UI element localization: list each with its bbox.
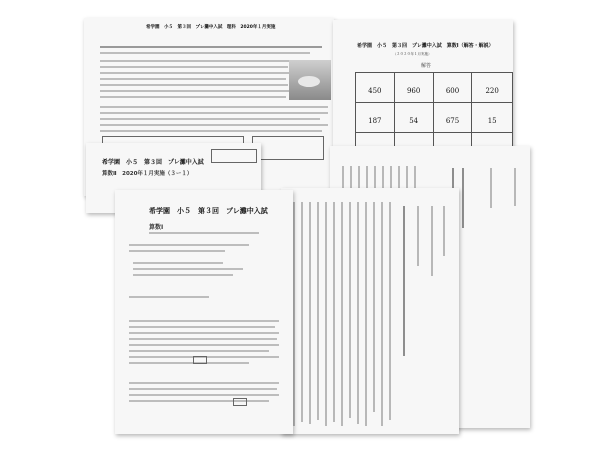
answer-cell: 54	[394, 110, 433, 133]
math-i-answer-box	[233, 398, 247, 406]
science-sheet-title: 希学園 小５ 第３回 プレ灘中入試 理科 2020年１月実施	[146, 25, 276, 30]
math-i-sheet	[115, 190, 293, 434]
answer-sheet-title: 希学園 小５ 第３回 プレ灘中入試 算数Ⅰ（解答・解説）	[357, 43, 494, 49]
answer-cell: 450	[356, 80, 395, 103]
science-answer-box	[252, 136, 324, 160]
math-i-subtitle: 算数Ⅰ	[149, 224, 164, 231]
answer-cell: 15	[472, 110, 513, 133]
math-ii-subtitle: 算数Ⅱ 2020年１月実施（３ー１）	[102, 171, 193, 177]
math-i-title: 希学園 小５ 第３回 プレ灘中入試	[149, 207, 268, 215]
answer-cell: 600	[433, 80, 472, 103]
math-i-answer-box	[193, 356, 207, 364]
answer-cell: 220	[472, 80, 513, 103]
math-ii-score-box	[211, 149, 257, 163]
answer-label: 解答	[421, 63, 432, 69]
seagull-photo	[289, 60, 331, 100]
answer-cell: 960	[394, 80, 433, 103]
answer-cell: 675	[433, 110, 472, 133]
math-ii-title: 希学園 小５ 第３回 プレ灘中入試	[102, 159, 204, 166]
japanese-reading-sheet-middle	[281, 188, 459, 434]
seagull-figure	[298, 76, 320, 87]
answer-sheet-subtitle: （２０２０年１月実施）	[393, 52, 432, 56]
answer-cell: 187	[356, 110, 395, 133]
